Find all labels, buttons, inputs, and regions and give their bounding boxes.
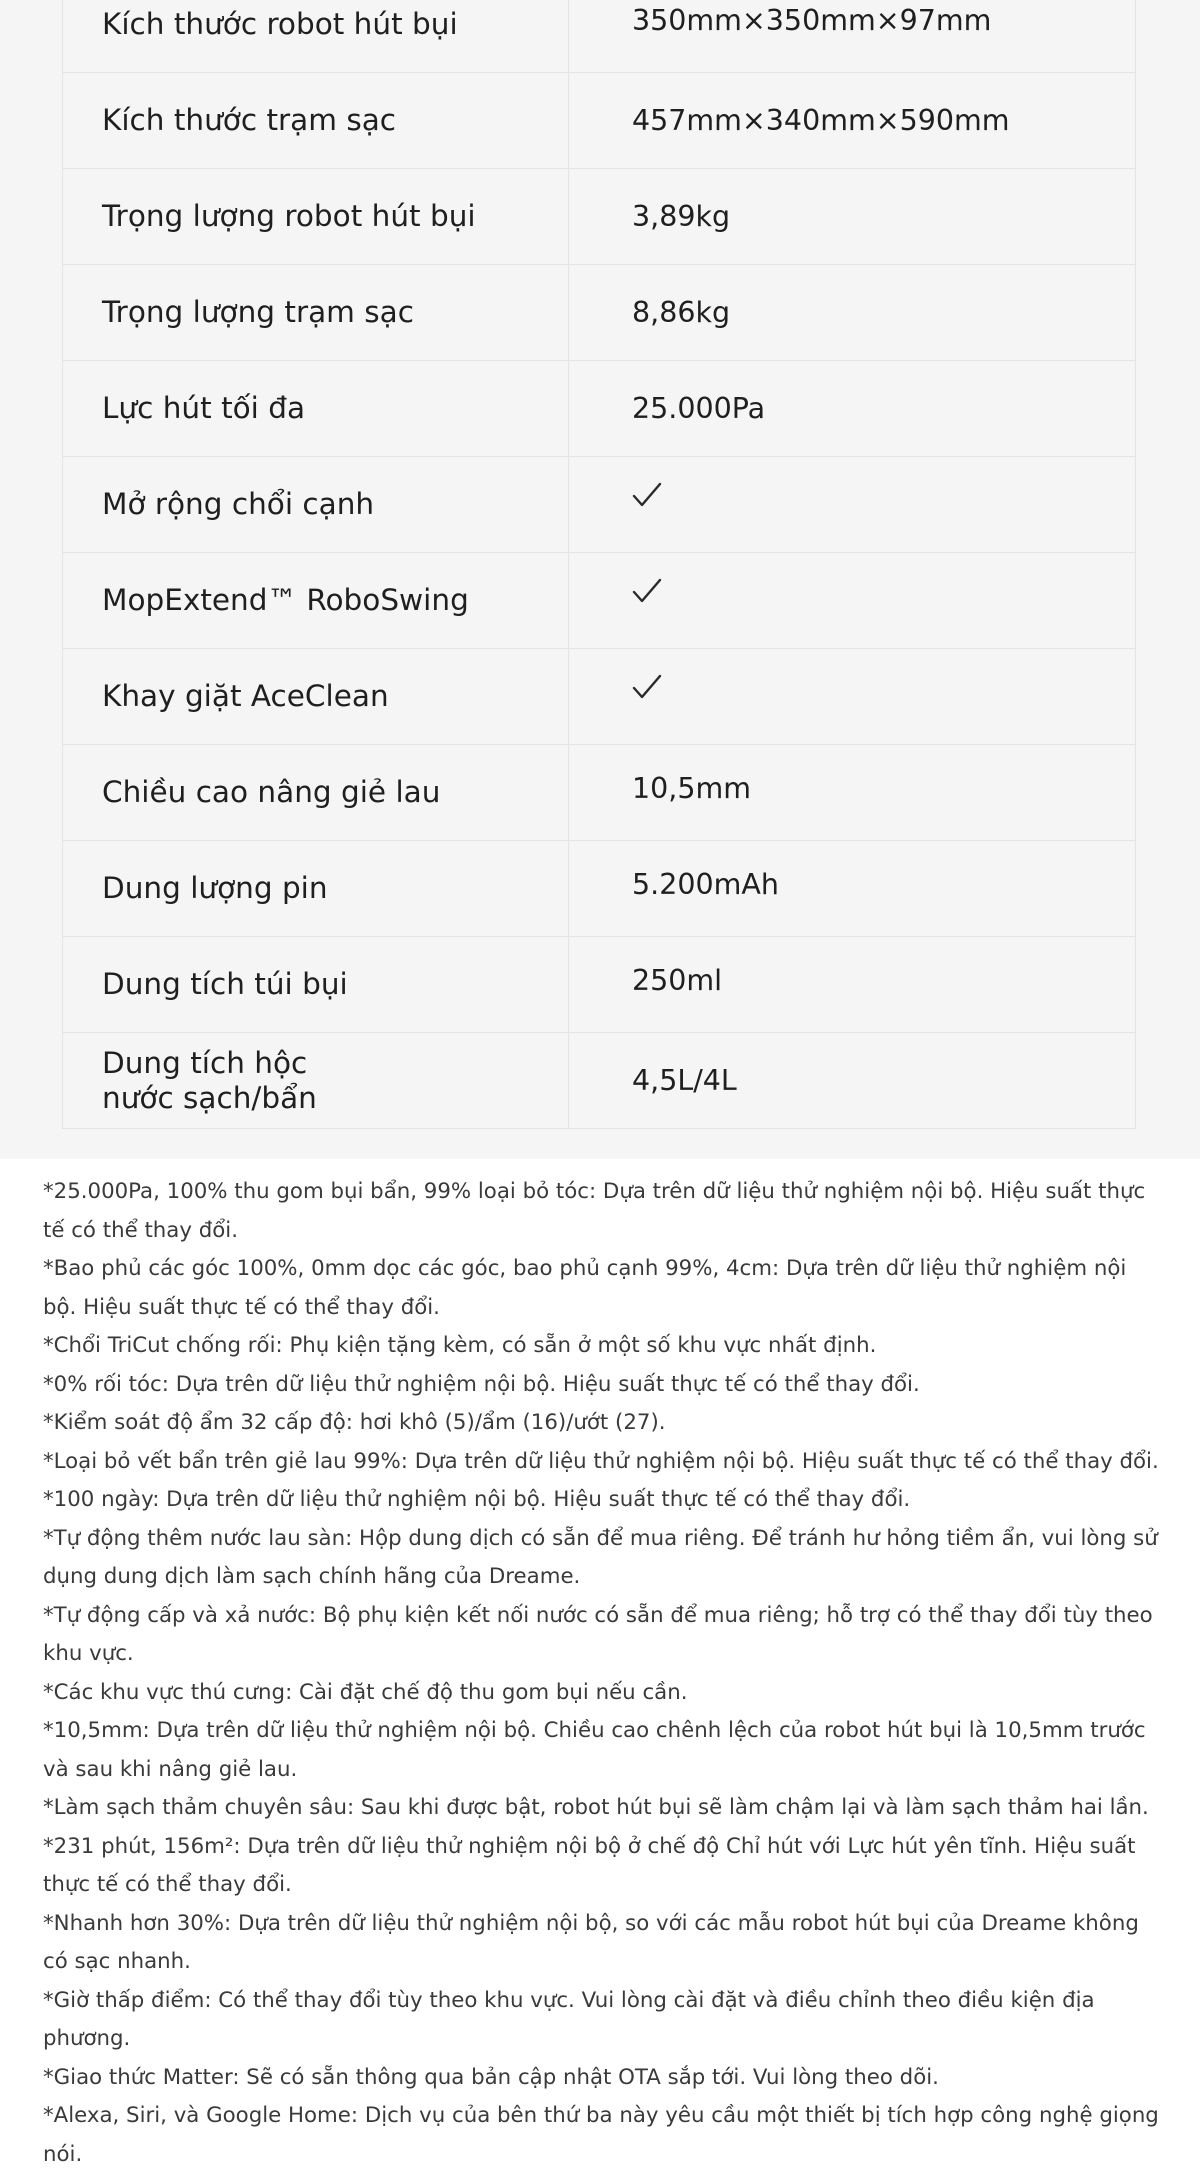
spec-label: Kích thước trạm sạc	[63, 73, 569, 169]
spec-label: Dung tích túi bụi	[63, 937, 569, 1033]
footnote: *Nhanh hơn 30%: Dựa trên dữ liệu thử nghiệm nội bộ, so với các mẫu robot hút bụi của Dreame không có sạc nhanh.	[43, 1910, 1139, 1974]
spec-value-text: 250ml	[632, 964, 723, 997]
footnote: *Giao thức Matter: Sẽ có sẵn thông qua bản cập nhật OTA sắp tới. Vui lòng theo dõi.	[43, 2064, 939, 2090]
spec-value: 4,5L/4L	[569, 1033, 1136, 1129]
spec-label: Khay giặt AceClean	[63, 649, 569, 745]
spec-row	[63, 553, 1136, 649]
spec-row	[63, 0, 1136, 73]
footnote: *Loại bỏ vết bẩn trên giẻ lau 99%: Dựa trên dữ liệu thử nghiệm nội bộ. Hiệu suất thực tế có thể thay đổi.	[43, 1448, 1159, 1474]
spec-label: Trọng lượng trạm sạc	[63, 265, 569, 361]
spec-value-text: 350mm×350mm×97mm	[632, 4, 992, 37]
footnote: *Chổi TriCut chống rối: Phụ kiện tặng kèm, có sẵn ở một số khu vực nhất định.	[43, 1333, 877, 1358]
spec-row	[63, 457, 1136, 553]
spec-value-text: 5.200mAh	[632, 868, 779, 901]
footnote: *Kiểm soát độ ẩm 32 cấp độ: hơi khô (5)/ẩm (16)/ướt (27).	[43, 1410, 666, 1435]
footnote: *231 phút, 156m²: Dựa trên dữ liệu thử nghiệm nội bộ ở chế độ Chỉ hút với Lực hút yên tĩnh. Hiệu suất thực tế có thể thay đổi.	[43, 1833, 1136, 1897]
spec-value: 3,89kg	[569, 169, 1136, 265]
spec-label: Chiều cao nâng giẻ lau	[63, 745, 569, 841]
footnotes	[43, 1173, 1163, 2174]
footnote: *Các khu vực thú cưng: Cài đặt chế độ thu gom bụi nếu cần.	[43, 1679, 688, 1705]
spec-row	[63, 169, 1136, 265]
spec-row	[63, 1033, 1136, 1129]
spec-label: MopExtend™ RoboSwing	[63, 553, 569, 649]
checkmark-icon	[632, 673, 662, 701]
spec-value	[569, 0, 1136, 73]
spec-label	[63, 1033, 569, 1129]
spec-row	[63, 265, 1136, 361]
spec-value	[569, 457, 1136, 553]
spec-label: Dung lượng pin	[63, 841, 569, 937]
spec-value-text: 10,5mm	[632, 772, 751, 805]
spec-row	[63, 841, 1136, 937]
spec-row	[63, 73, 1136, 169]
spec-label: Lực hút tối đa	[63, 361, 569, 457]
spec-label: Mở rộng chổi cạnh	[63, 457, 569, 553]
footnote: *25.000Pa, 100% thu gom bụi bẩn, 99% loại bỏ tóc: Dựa trên dữ liệu thử nghiệm nội bộ. Hiệu suất thực tế có thể thay đổi.	[43, 1179, 1146, 1243]
spec-value	[569, 745, 1136, 841]
footnote: *Tự động thêm nước lau sàn: Hộp dung dịch có sẵn để mua riêng. Để tránh hư hỏng tiềm ẩn, vui lòng sử dụng dung dịch làm sạch chính hãng của Dreame.	[43, 1525, 1158, 1589]
checkmark-icon	[632, 481, 662, 509]
spec-value	[569, 937, 1136, 1033]
spec-row	[63, 937, 1136, 1033]
spec-row	[63, 361, 1136, 457]
footnote: *Làm sạch thảm chuyên sâu: Sau khi được bật, robot hút bụi sẽ làm chậm lại và làm sạch thảm hai lần.	[43, 1795, 1149, 1820]
footnote: *0% rối tóc: Dựa trên dữ liệu thử nghiệm nội bộ. Hiệu suất thực tế có thể thay đổi.	[43, 1371, 920, 1397]
spec-value	[569, 649, 1136, 745]
footnote: *Bao phủ các góc 100%, 0mm dọc các góc, bao phủ cạnh 99%, 4cm: Dựa trên dữ liệu thử nghiệm nội bộ. Hiệu suất thực tế có thể thay đổi.	[43, 1256, 1127, 1320]
spec-table	[62, 0, 1136, 1129]
footnote: *Tự động cấp và xả nước: Bộ phụ kiện kết nối nước có sẵn để mua riêng; hỗ trợ có thể thay đổi tùy theo khu vực.	[43, 1602, 1153, 1666]
spec-value	[569, 841, 1136, 937]
footnote: *Giờ thấp điểm: Có thể thay đổi tùy theo khu vực. Vui lòng cài đặt và điều chỉnh theo điều kiện địa phương.	[43, 1987, 1095, 2051]
spec-value	[569, 553, 1136, 649]
spec-label: Trọng lượng robot hút bụi	[63, 169, 569, 265]
spec-row	[63, 745, 1136, 841]
footnote: *10,5mm: Dựa trên dữ liệu thử nghiệm nội bộ. Chiều cao chênh lệch của robot hút bụi là 10,5mm trước và sau khi nâng giẻ lau.	[43, 1718, 1146, 1782]
spec-value: 25.000Pa	[569, 361, 1136, 457]
spec-value: 8,86kg	[569, 265, 1136, 361]
footnote: *100 ngày: Dựa trên dữ liệu thử nghiệm nội bộ. Hiệu suất thực tế có thể thay đổi.	[43, 1487, 911, 1512]
spec-value: 457mm×340mm×590mm	[569, 73, 1136, 169]
footnote: *Alexa, Siri, và Google Home: Dịch vụ của bên thứ ba này yêu cầu một thiết bị tích hợp công nghệ giọng nói.	[43, 2103, 1159, 2167]
spec-label: Kích thước robot hút bụi	[63, 0, 569, 73]
checkmark-icon	[632, 577, 662, 605]
spec-row	[63, 649, 1136, 745]
spec-label-line: Dung tích hộc	[102, 1045, 308, 1080]
spec-label-line: nước sạch/bẩn	[102, 1080, 317, 1115]
